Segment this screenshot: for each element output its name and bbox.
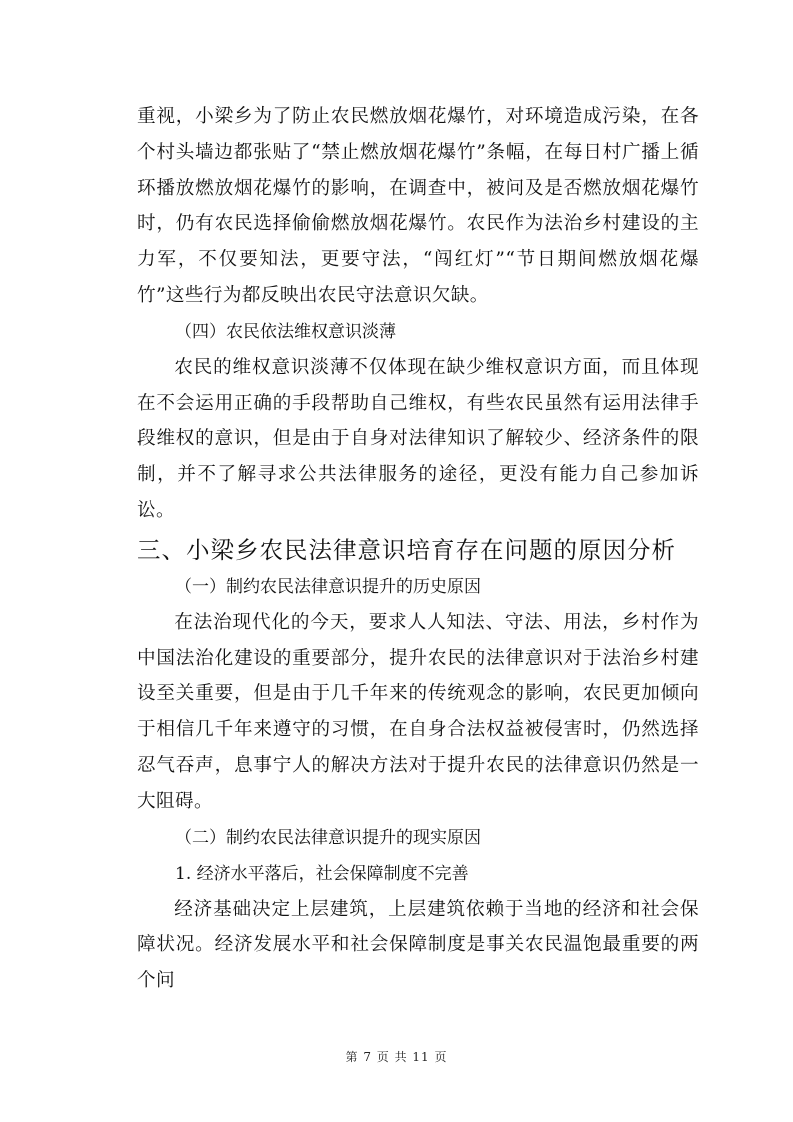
subheading-realistic-causes: （二）制约农民法律意识提升的现实原因 <box>175 827 481 848</box>
paragraph-rights-awareness: 农民的维权意识淡薄不仅体现在缺少维权意识方面，而且体现在不会运用正确的手段帮助自己维权，有些农民虽然有运用法律手段维权的意识，但是由于自身对法律知识了解较少、经济条件的限制，并不了解寻求公共法律服务的途径，更没有能力自己参加诉讼。 <box>137 356 699 521</box>
page-number-footer: 第 7 页 共 11 页 <box>345 1050 448 1064</box>
paragraph-firework-ban: 重视，小梁乡为了防止农民燃放烟花爆竹，对环境造成污染，在各个村头墙边都张贴了“禁止燃放烟花爆竹”条幅，在每日村广播上循环播放燃放烟花爆竹的影响，在调查中，被问及是否燃放烟花爆竹时，仍有农民选择偷偷燃放烟花爆竹。农民作为法治乡村建设的主力军，不仅要知法，更要守法，“闯红灯”“节日期间燃放烟花爆竹”这些行为都反映出农民守法意识欠缺。 <box>137 106 699 306</box>
paragraph-economy-security: 经济基础决定上层建筑，上层建筑依赖于当地的经济和社会保障状况。经济发展水平和社会保障制度是事关农民温饱最重要的两个问 <box>137 898 699 992</box>
section-title-causes: 三、小梁乡农民法律意识培育存在问题的原因分析 <box>137 535 676 564</box>
subheading-historical-causes: （一）制约农民法律意识提升的历史原因 <box>175 576 481 597</box>
subheading-economy-security: 1. 经济水平落后，社会保障制度不完善 <box>175 863 469 884</box>
subheading-rights-awareness: （四）农民依法维权意识淡薄 <box>175 321 396 342</box>
paragraph-historical-causes: 在法治现代化的今天，要求人人知法、守法、用法，乡村作为中国法治化建设的重要部分，提升农民的法律意识对于法治乡村建设至关重要，但是由于几千年来的传统观念的影响，农民更加倾向于相信几千年来遵守的习惯，在自身合法权益被侵害时，仍然选择忍气吞声，息事宁人的解决方法对于提升农民的法律意识仍然是一大阻碍。 <box>137 611 699 812</box>
page-body <box>137 99 699 999</box>
